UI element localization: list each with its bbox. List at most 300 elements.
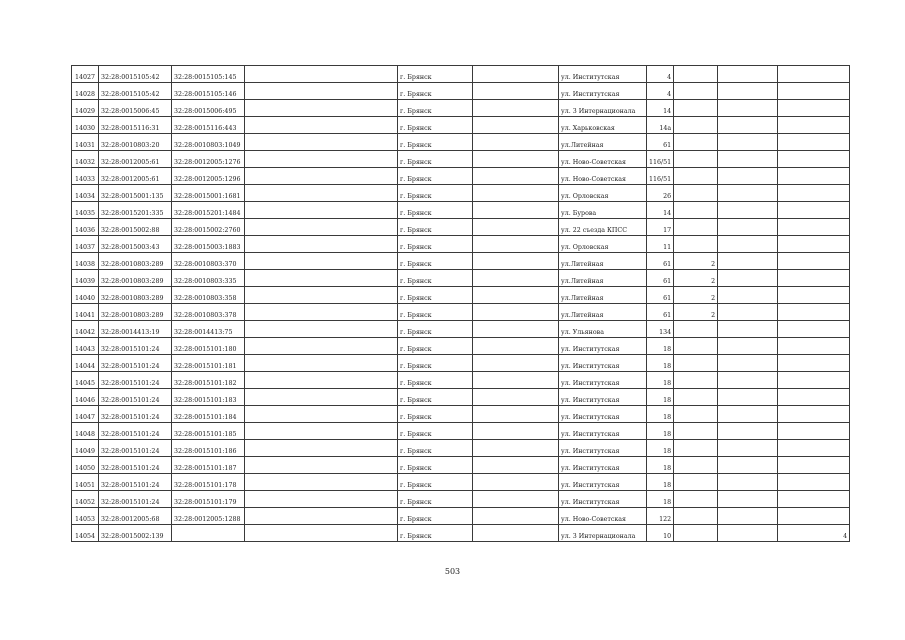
cell-empty [473,219,559,236]
cell-cadastral-block: 32:28:0012005:61 [99,168,172,185]
cell-apartment [674,202,718,219]
cell-cadastral-block: 32:28:0012005:68 [99,508,172,525]
cell-street: ул. Орловская [559,185,647,202]
cell-empty [473,491,559,508]
cell-empty [245,151,398,168]
cell-city: г. Брянск [398,338,473,355]
table-row [72,355,850,372]
cell-id: 14032 [72,151,99,168]
cell-city: г. Брянск [398,100,473,117]
cell-cadastral-number: 32:28:0015105:146 [172,83,245,100]
cell-extra [778,83,850,100]
cell-house: 18 [647,474,674,491]
cell-empty [473,287,559,304]
cell-street: ул. Орловская [559,236,647,253]
cell-empty [245,406,398,423]
cell-city: г. Брянск [398,423,473,440]
cell-cadastral-number: 32:28:0012005:1276 [172,151,245,168]
cell-cadastral-block: 32:28:0015101:24 [99,440,172,457]
cell-cadastral-number: 32:28:0010803:358 [172,287,245,304]
cell-cadastral-number: 32:28:0012005:1296 [172,168,245,185]
cell-extra [778,457,850,474]
cell-empty [473,117,559,134]
cell-cadastral-number: 32:28:0015101:181 [172,355,245,372]
cell-apartment [674,134,718,151]
cell-house: 14 [647,100,674,117]
cell-empty [718,83,778,100]
cell-empty [718,389,778,406]
cell-empty [245,423,398,440]
table-row [72,406,850,423]
cell-extra [778,270,850,287]
table-row [72,457,850,474]
cell-city: г. Брянск [398,389,473,406]
table-row [72,117,850,134]
cell-apartment [674,338,718,355]
cell-empty [245,185,398,202]
cell-cadastral-block: 32:28:0010803:289 [99,270,172,287]
cell-empty [245,287,398,304]
cell-empty [473,338,559,355]
cell-house: 17 [647,219,674,236]
cell-id: 14037 [72,236,99,253]
cell-city: г. Брянск [398,474,473,491]
cell-house: 14 [647,202,674,219]
cell-extra [778,287,850,304]
cell-cadastral-block: 32:28:0015006:45 [99,100,172,117]
cell-house: 61 [647,253,674,270]
cell-extra [778,66,850,83]
cell-empty [718,66,778,83]
cell-cadastral-block: 32:28:0015101:24 [99,474,172,491]
cell-street: ул. Институтская [559,355,647,372]
cell-extra: 4 [778,525,850,542]
cell-cadastral-number: 32:28:0010803:1049 [172,134,245,151]
cell-street: ул. Ново-Советская [559,508,647,525]
cell-city: г. Брянск [398,457,473,474]
cell-apartment [674,525,718,542]
cell-extra [778,423,850,440]
cell-house: 18 [647,457,674,474]
cell-empty [718,185,778,202]
cell-empty [245,389,398,406]
cell-extra [778,355,850,372]
cell-street: ул. Бурова [559,202,647,219]
cell-empty [473,83,559,100]
cell-house: 122 [647,508,674,525]
cell-extra [778,491,850,508]
cell-apartment [674,185,718,202]
cell-empty [718,304,778,321]
cell-empty [473,389,559,406]
cell-empty [245,440,398,457]
cell-street: ул. Институтская [559,474,647,491]
cell-extra [778,508,850,525]
cell-empty [473,100,559,117]
cell-house: 134 [647,321,674,338]
cell-empty [245,525,398,542]
cell-street: ул. Институтская [559,372,647,389]
cell-apartment [674,83,718,100]
table-row [72,491,850,508]
cell-extra [778,389,850,406]
cell-city: г. Брянск [398,440,473,457]
cell-cadastral-block: 32:28:0015002:88 [99,219,172,236]
cell-empty [245,474,398,491]
cell-cadastral-block: 32:28:0015101:24 [99,355,172,372]
cell-empty [473,151,559,168]
cell-id: 14042 [72,321,99,338]
cell-apartment [674,372,718,389]
cell-house: 18 [647,372,674,389]
cell-empty [718,406,778,423]
cell-id: 14038 [72,253,99,270]
cell-extra [778,406,850,423]
cell-apartment [674,491,718,508]
cell-empty [718,253,778,270]
cell-id: 14050 [72,457,99,474]
cell-house: 61 [647,287,674,304]
cell-city: г. Брянск [398,185,473,202]
cell-apartment: 2 [674,270,718,287]
cell-house: 18 [647,423,674,440]
cell-house: 4 [647,66,674,83]
cell-empty [473,202,559,219]
cell-cadastral-number: 32:28:0015101:178 [172,474,245,491]
cell-extra [778,117,850,134]
cell-street: ул. Институтская [559,423,647,440]
cell-id: 14039 [72,270,99,287]
cell-street: ул. Ульянова [559,321,647,338]
cell-id: 14045 [72,372,99,389]
cell-empty [473,406,559,423]
cell-cadastral-number: 32:28:0010803:370 [172,253,245,270]
cell-cadastral-number: 32:28:0015001:1681 [172,185,245,202]
table-row [72,389,850,406]
cell-empty [473,134,559,151]
table-row [72,151,850,168]
cell-city: г. Брянск [398,253,473,270]
cell-extra [778,100,850,117]
cell-empty [718,168,778,185]
cell-empty [473,253,559,270]
cell-empty [473,168,559,185]
table-row [72,83,850,100]
cell-apartment [674,236,718,253]
cell-extra [778,185,850,202]
cell-city: г. Брянск [398,66,473,83]
cell-cadastral-number: 32:28:0015003:1883 [172,236,245,253]
cell-street: ул. Институтская [559,406,647,423]
cell-empty [718,440,778,457]
cell-empty [718,355,778,372]
cell-house: 116/51 [647,168,674,185]
cell-empty [718,423,778,440]
cell-empty [473,372,559,389]
cell-empty [245,491,398,508]
cell-street: ул. Ново-Советская [559,151,647,168]
cell-empty [245,372,398,389]
cell-street: ул. Институтская [559,83,647,100]
table-row [72,134,850,151]
cell-empty [245,355,398,372]
cell-street: ул.Литейная [559,304,647,321]
cell-cadastral-number: 32:28:0012005:1288 [172,508,245,525]
cell-empty [718,338,778,355]
cell-empty [718,100,778,117]
cell-cadastral-number: 32:28:0015101:182 [172,372,245,389]
cell-empty [718,134,778,151]
cell-apartment [674,168,718,185]
cell-cadastral-number: 32:28:0015002:2760 [172,219,245,236]
cell-empty [718,202,778,219]
cell-empty [473,525,559,542]
cell-street: ул.Литейная [559,134,647,151]
cell-street: ул. Институтская [559,457,647,474]
cell-cadastral-number: 32:28:0015101:183 [172,389,245,406]
cell-cadastral-number: 32:28:0015201:1484 [172,202,245,219]
cell-street: ул. Институтская [559,338,647,355]
cell-house: 14а [647,117,674,134]
cell-id: 14031 [72,134,99,151]
cell-apartment [674,66,718,83]
table-row [72,185,850,202]
cell-cadastral-number: 32:28:0015006:495 [172,100,245,117]
cell-house: 61 [647,270,674,287]
cell-cadastral-block: 32:28:0015101:24 [99,389,172,406]
cell-city: г. Брянск [398,508,473,525]
cell-empty [245,253,398,270]
cell-apartment: 2 [674,287,718,304]
cell-house: 18 [647,355,674,372]
table-row [72,66,850,83]
cell-empty [718,491,778,508]
table-row [72,304,850,321]
cell-cadastral-block: 32:28:0015101:24 [99,338,172,355]
cell-extra [778,474,850,491]
cell-id: 14036 [72,219,99,236]
cell-house: 18 [647,406,674,423]
cell-id: 14033 [72,168,99,185]
cell-cadastral-number [172,525,245,542]
cell-id: 14049 [72,440,99,457]
table-row [72,168,850,185]
cell-cadastral-number: 32:28:0015101:180 [172,338,245,355]
cell-city: г. Брянск [398,236,473,253]
cell-city: г. Брянск [398,151,473,168]
cell-cadastral-number: 32:28:0015101:186 [172,440,245,457]
cell-extra [778,304,850,321]
table-row [72,508,850,525]
page-number: 503 [444,567,461,576]
cell-cadastral-block: 32:28:0015101:24 [99,457,172,474]
cell-id: 14043 [72,338,99,355]
cell-house: 18 [647,338,674,355]
table-row [72,100,850,117]
cell-apartment [674,355,718,372]
cell-street: ул.Литейная [559,253,647,270]
cell-empty [245,100,398,117]
cell-empty [245,134,398,151]
cell-empty [473,321,559,338]
cell-city: г. Брянск [398,134,473,151]
cell-cadastral-number: 32:28:0015101:185 [172,423,245,440]
cell-apartment: 2 [674,253,718,270]
cell-street: ул.Литейная [559,270,647,287]
cell-cadastral-block: 32:28:0010803:289 [99,253,172,270]
cell-empty [245,83,398,100]
cell-empty [473,457,559,474]
cell-id: 14054 [72,525,99,542]
cell-id: 14041 [72,304,99,321]
cell-empty [473,355,559,372]
cell-empty [718,321,778,338]
cell-empty [245,202,398,219]
table-body [72,66,850,542]
cell-street: ул. 3 Интернационала [559,100,647,117]
cell-apartment [674,457,718,474]
cell-house: 61 [647,134,674,151]
table-row [72,219,850,236]
cell-city: г. Брянск [398,491,473,508]
cell-apartment [674,100,718,117]
cell-house: 10 [647,525,674,542]
cell-city: г. Брянск [398,406,473,423]
cell-id: 14053 [72,508,99,525]
cell-empty [718,270,778,287]
cell-extra [778,134,850,151]
cell-cadastral-block: 32:28:0015201:335 [99,202,172,219]
cell-empty [245,304,398,321]
cell-house: 61 [647,304,674,321]
cell-house: 116/51 [647,151,674,168]
cell-cadastral-block: 32:28:0015105:42 [99,83,172,100]
cell-empty [473,270,559,287]
cell-extra [778,372,850,389]
cell-id: 14051 [72,474,99,491]
cell-street: ул. 3 Интернационала [559,525,647,542]
cell-empty [245,66,398,83]
cell-empty [473,66,559,83]
cell-cadastral-block: 32:28:0010803:20 [99,134,172,151]
cell-house: 26 [647,185,674,202]
cell-cadastral-number: 32:28:0015101:179 [172,491,245,508]
cell-cadastral-block: 32:28:0014413:19 [99,321,172,338]
cell-cadastral-block: 32:28:0010803:289 [99,287,172,304]
table-row [72,474,850,491]
cell-cadastral-block: 32:28:0015101:24 [99,406,172,423]
cell-id: 14029 [72,100,99,117]
cell-empty [473,423,559,440]
cell-city: г. Брянск [398,202,473,219]
table-row [72,338,850,355]
cell-empty [718,151,778,168]
cell-city: г. Брянск [398,304,473,321]
cell-empty [473,236,559,253]
cell-empty [245,457,398,474]
cell-empty [718,287,778,304]
cell-extra [778,151,850,168]
cell-empty [245,117,398,134]
cell-apartment [674,389,718,406]
cell-cadastral-number: 32:28:0010803:378 [172,304,245,321]
cell-empty [473,304,559,321]
cell-street: ул. Институтская [559,491,647,508]
cell-cadastral-block: 32:28:0015101:24 [99,372,172,389]
cell-id: 14040 [72,287,99,304]
cell-house: 4 [647,83,674,100]
cell-apartment [674,508,718,525]
table-row [72,372,850,389]
cell-street: ул. 22 съезда КПСС [559,219,647,236]
cell-cadastral-number: 32:28:0015101:187 [172,457,245,474]
cell-city: г. Брянск [398,525,473,542]
cell-house: 18 [647,389,674,406]
cell-id: 14048 [72,423,99,440]
cell-id: 14034 [72,185,99,202]
cell-street: ул. Институтская [559,389,647,406]
cell-cadastral-block: 32:28:0012005:61 [99,151,172,168]
cell-street: ул. Институтская [559,440,647,457]
cell-empty [718,508,778,525]
table-row [72,423,850,440]
cell-apartment [674,117,718,134]
cell-city: г. Брянск [398,83,473,100]
cell-cadastral-block: 32:28:0015003:43 [99,236,172,253]
cell-empty [245,219,398,236]
register-table [71,65,850,542]
table-row [72,253,850,270]
cell-empty [718,219,778,236]
cell-apartment: 2 [674,304,718,321]
cell-apartment [674,474,718,491]
table-row [72,525,850,542]
cell-empty [718,117,778,134]
cell-cadastral-number: 32:28:0014413:75 [172,321,245,338]
cell-street: ул.Литейная [559,287,647,304]
cell-extra [778,168,850,185]
cell-cadastral-block: 32:28:0015105:42 [99,66,172,83]
cell-cadastral-block: 32:28:0010803:289 [99,304,172,321]
table-row [72,202,850,219]
cell-id: 14027 [72,66,99,83]
cell-house: 18 [647,440,674,457]
cell-apartment [674,151,718,168]
cell-city: г. Брянск [398,372,473,389]
cell-street: ул. Харьковская [559,117,647,134]
cell-empty [245,338,398,355]
cell-empty [718,525,778,542]
cell-id: 14046 [72,389,99,406]
cell-cadastral-number: 32:28:0015116:443 [172,117,245,134]
cell-empty [473,185,559,202]
cell-apartment [674,321,718,338]
cell-empty [473,440,559,457]
cell-id: 14052 [72,491,99,508]
cell-id: 14030 [72,117,99,134]
cell-empty [245,270,398,287]
cell-city: г. Брянск [398,355,473,372]
cell-extra [778,321,850,338]
cell-city: г. Брянск [398,270,473,287]
table-row [72,236,850,253]
cell-cadastral-block: 32:28:0015116:31 [99,117,172,134]
table-row [72,270,850,287]
cell-id: 14028 [72,83,99,100]
cell-empty [245,168,398,185]
cell-city: г. Брянск [398,219,473,236]
cell-empty [245,236,398,253]
